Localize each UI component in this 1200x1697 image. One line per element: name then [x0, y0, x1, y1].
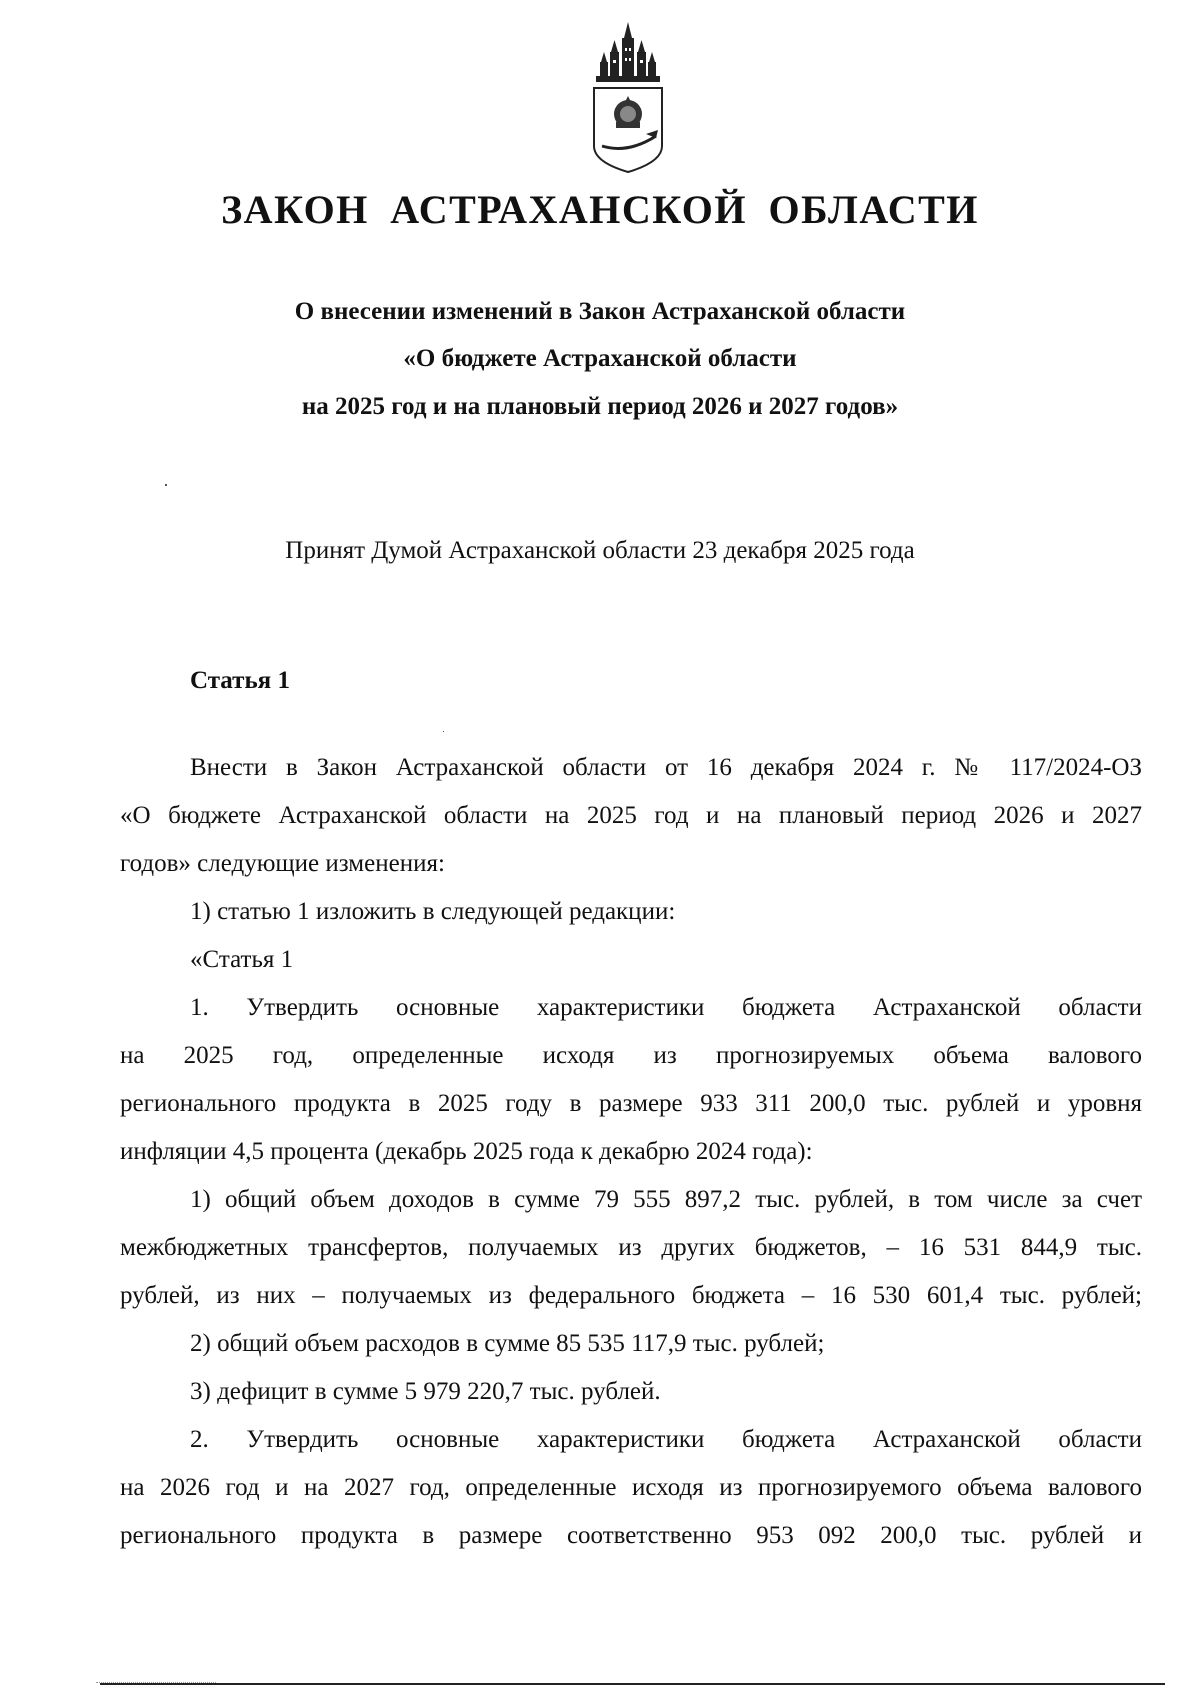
body-line: на 2026 год и на 2027 год, определенные исходя из прогнозируемого объема валового: [120, 1474, 1142, 1501]
body-line: 1) общий объем доходов в сумме 79 555 897,2 тыс. рублей, в том числе за счет: [190, 1186, 1142, 1213]
body-line: рублей, из них – получаемых из федерального бюджета – 16 530 601,4 тыс. рублей;: [120, 1282, 1142, 1309]
body-line: «О бюджете Астраханской области на 2025 год и на плановый период 2026 и 2027: [120, 802, 1142, 829]
body-line: «Статья 1: [190, 946, 294, 973]
subtitle-line-1: О внесении изменений в Закон Астраханской области: [294, 298, 906, 325]
adoption-note: Принят Думой Астраханской области 23 декабря 2025 года: [285, 537, 915, 564]
article-heading: Статья 1: [190, 667, 290, 694]
body-line: регионального продукта в размере соответственно 953 092 200,0 тыс. рублей и: [120, 1522, 1142, 1549]
footer-rule: [100, 1683, 1165, 1685]
body-line: Внести в Закон Астраханской области от 16 декабря 2024 г. № 117/2024-ОЗ: [190, 754, 1142, 781]
body-line: 2. Утвердить основные характеристики бюджета Астраханской области: [190, 1426, 1142, 1453]
subtitle-line-2: «О бюджете Астраханской области: [403, 345, 797, 372]
body-line: 2) общий объем расходов в сумме 85 535 117,9 тыс. рублей;: [190, 1330, 825, 1357]
coat-of-arms-emblem: [586, 22, 670, 174]
scan-speck: [443, 731, 444, 732]
body-line: 1) статью 1 изложить в следующей редакции:: [190, 898, 676, 925]
body-line: годов» следующие изменения:: [120, 850, 445, 877]
body-line: 3) дефицит в сумме 5 979 220,7 тыс. рублей.: [190, 1378, 661, 1405]
document-title: ЗАКОН АСТРАХАНСКОЙ ОБЛАСТИ: [221, 187, 979, 232]
subtitle-line-3: на 2025 год и на плановый период 2026 и 2027 годов»: [301, 393, 899, 420]
body-line: инфляции 4,5 процента (декабрь 2025 года к декабрю 2024 года):: [120, 1138, 813, 1165]
body-line: на 2025 год, определенные исходя из прогнозируемых объема валового: [120, 1042, 1142, 1069]
body-line: межбюджетных трансфертов, получаемых из других бюджетов, – 16 531 844,9 тыс.: [120, 1234, 1142, 1261]
scan-speck: [165, 484, 167, 486]
body-line: 1. Утвердить основные характеристики бюджета Астраханской области: [190, 994, 1142, 1021]
body-line: регионального продукта в 2025 году в размере 933 311 200,0 тыс. рублей и уровня: [120, 1090, 1142, 1117]
